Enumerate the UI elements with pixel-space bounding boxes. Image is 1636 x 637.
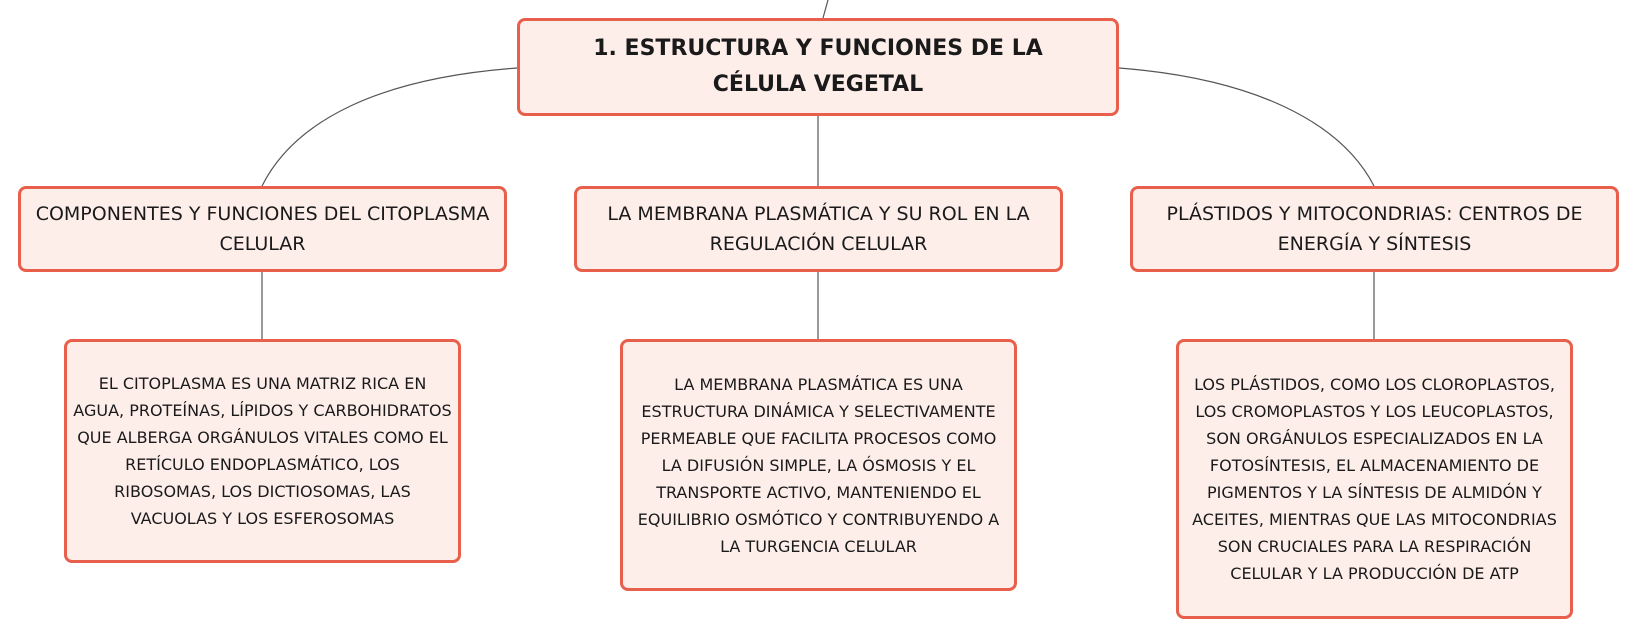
detail-text: LOS PLÁSTIDOS, COMO LOS CLOROPLASTOS, LOS CROMOPLASTOS Y LOS LEUCOPLASTOS, SON ORGÁNULOS ESPECIALIZADOS EN LA FOTOSÍNTESIS, EL ALMACENAMIENTO DE PIGMENTOS Y LA SÍNTESIS DE ALMIDÓN Y ACEITES, MIENTRAS QUE LAS MITOCONDRIAS SON CRUCIALES PARA LA RESPIRACIÓN CELULAR Y LA PRODUCCIÓN DE ATP xyxy=(1192,375,1557,583)
root-title: 1. ESTRUCTURA Y FUNCIONES DE LA CÉLULA VEGETAL xyxy=(593,36,1043,97)
detail-node-membrana[interactable] xyxy=(620,339,1017,591)
root-node[interactable] xyxy=(517,18,1119,116)
detail-node-citoplasma[interactable] xyxy=(64,339,461,563)
connector-parent-to-root xyxy=(823,0,828,18)
connector-root-to-topic-1 xyxy=(262,68,517,186)
topic-label: COMPONENTES Y FUNCIONES DEL CITOPLASMA CELULAR xyxy=(35,203,490,255)
topic-label: LA MEMBRANA PLASMÁTICA Y SU ROL EN LA REGULACIÓN CELULAR xyxy=(607,203,1030,255)
connector-root-to-topic-3 xyxy=(1119,68,1374,186)
topic-node-plastidos[interactable] xyxy=(1130,186,1619,272)
detail-text: EL CITOPLASMA ES UNA MATRIZ RICA EN AGUA, PROTEÍNAS, LÍPIDOS Y CARBOHIDRATOS QUE ALBERGA ORGÁNULOS VITALES COMO EL RETÍCULO ENDOPLASMÁTICO, LOS RIBOSOMAS, LOS DICTIOSOMAS, LAS VACUOLAS Y LOS ESFEROSOMAS xyxy=(73,374,452,528)
topic-label: PLÁSTIDOS Y MITOCONDRIAS: CENTROS DE ENERGÍA Y SÍNTESIS xyxy=(1166,203,1583,255)
detail-node-plastidos[interactable] xyxy=(1176,339,1573,619)
topic-node-citoplasma[interactable] xyxy=(18,186,507,272)
topic-node-membrana[interactable] xyxy=(574,186,1063,272)
detail-text: LA MEMBRANA PLASMÁTICA ES UNA ESTRUCTURA DINÁMICA Y SELECTIVAMENTE PERMEABLE QUE FACILITA PROCESOS COMO LA DIFUSIÓN SIMPLE, LA ÓSMOSIS Y EL TRANSPORTE ACTIVO, MANTENIENDO EL EQUILIBRIO OSMÓTICO Y CONTRIBUYENDO A LA TURGENCIA CELULAR xyxy=(637,374,1000,556)
